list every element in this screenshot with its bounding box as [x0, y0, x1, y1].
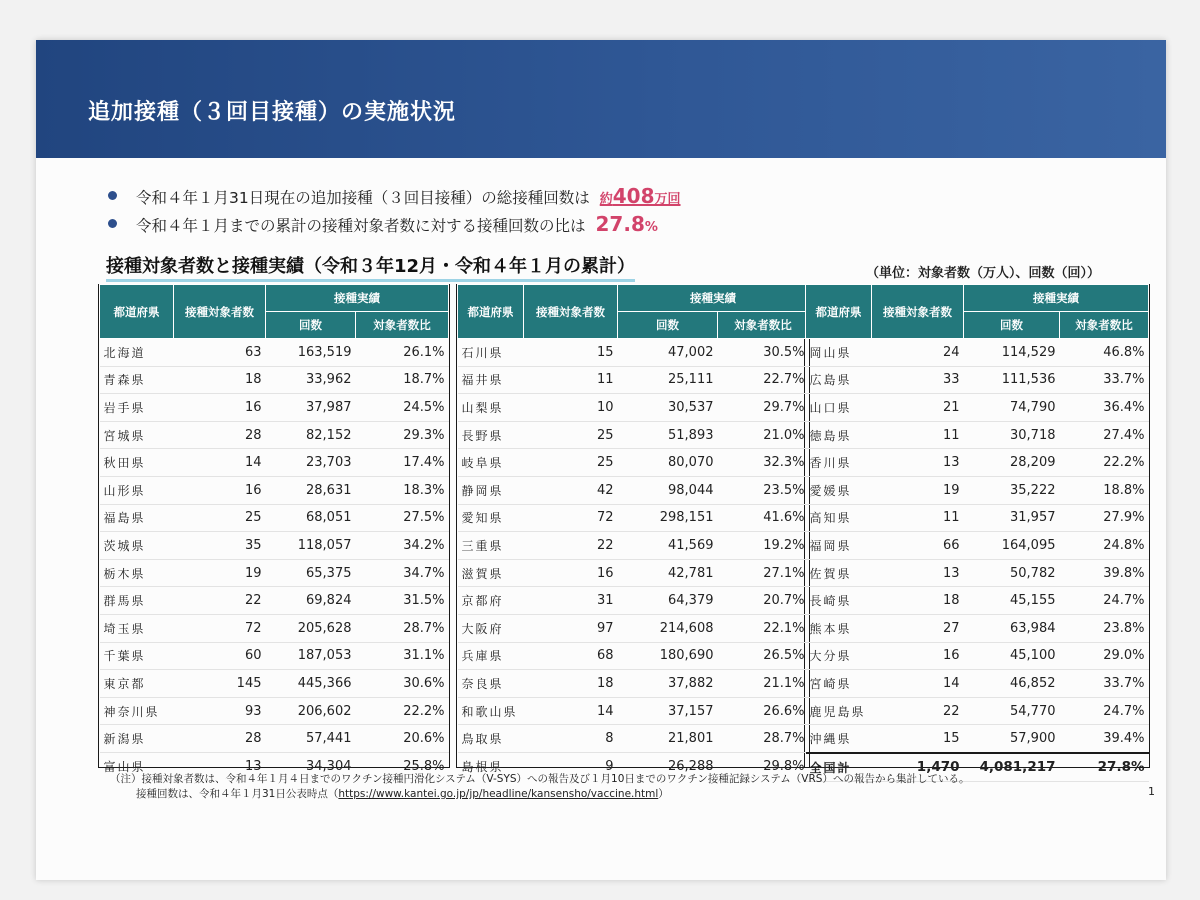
col-header-count: 回数 — [266, 312, 356, 339]
table-row — [458, 504, 809, 532]
footnote-line-2: 接種回数は、令和４年１月31日公表時点（https://www.kantei.go.jp/jp/headline/kansensho/vaccine.html） — [136, 788, 669, 800]
cell-count: 28,631 — [266, 476, 356, 504]
table-row — [806, 725, 1149, 753]
cell-count: 23,703 — [266, 449, 356, 477]
table-row — [806, 670, 1149, 698]
table-row — [100, 642, 449, 670]
cell-ratio: 20.7% — [718, 587, 809, 615]
cell-ratio: 34.2% — [356, 532, 449, 560]
col-header-record: 接種実績 — [266, 285, 449, 312]
cell-target: 16 — [872, 642, 964, 670]
cell-count: 98,044 — [618, 476, 718, 504]
table-row — [100, 587, 449, 615]
vaccination-table-2 — [457, 284, 809, 780]
col-header-record: 接種実績 — [964, 285, 1149, 312]
cell-pref: 栃木県 — [100, 559, 174, 587]
cell-pref: 広島県 — [806, 366, 872, 394]
cell-target: 11 — [872, 504, 964, 532]
cell-count: 54,770 — [964, 697, 1060, 725]
col-header-record: 接種実績 — [618, 285, 809, 312]
cell-count: 31,957 — [964, 504, 1060, 532]
table-row — [458, 725, 809, 753]
cell-count: 69,824 — [266, 587, 356, 615]
cell-target: 66 — [872, 532, 964, 560]
highlight-dose-ratio: 27.8% — [595, 212, 658, 236]
cell-target: 14 — [872, 670, 964, 698]
cell-ratio: 31.1% — [356, 642, 449, 670]
cell-ratio: 28.7% — [356, 614, 449, 642]
cell-ratio: 39.8% — [1060, 559, 1149, 587]
cell-pref: 秋田県 — [100, 449, 174, 477]
cell-pref: 埼玉県 — [100, 614, 174, 642]
cell-ratio: 33.7% — [1060, 670, 1149, 698]
col-header-pref: 都道府県 — [458, 285, 524, 339]
cell-pref: 長崎県 — [806, 587, 872, 615]
cell-ratio: 18.8% — [1060, 476, 1149, 504]
cell-target: 18 — [872, 587, 964, 615]
cell-ratio: 34.7% — [356, 559, 449, 587]
cell-pref: 長野県 — [458, 421, 524, 449]
cell-target: 24 — [872, 339, 964, 367]
cell-ratio: 36.4% — [1060, 394, 1149, 422]
cell-target: 28 — [174, 725, 266, 753]
cell-target: 16 — [174, 394, 266, 422]
cell-pref: 岩手県 — [100, 394, 174, 422]
cell-ratio: 24.7% — [1060, 587, 1149, 615]
cell-count: 25,111 — [618, 366, 718, 394]
cell-pref: 富山県 — [103, 759, 146, 774]
cell-target: 35 — [174, 532, 266, 560]
cell-count: 57,441 — [266, 725, 356, 753]
cell-count: 63,984 — [964, 614, 1060, 642]
vaccination-table-3 — [805, 284, 1149, 782]
cell-pref: 福井県 — [458, 366, 524, 394]
table-row — [458, 587, 809, 615]
cell-target: 15 — [942, 731, 960, 747]
cell-count: 34,304 — [306, 758, 352, 774]
cell-count: 74,790 — [964, 394, 1060, 422]
table-row — [806, 449, 1149, 477]
total-label: 全国計 — [806, 753, 872, 781]
table-row — [100, 614, 449, 642]
cell-count: 26,288 — [668, 758, 714, 774]
col-header-ratio: 対象者数比 — [356, 312, 449, 339]
cell-target: 13 — [872, 559, 964, 587]
cell-pref: 北海道 — [100, 339, 174, 367]
table-row — [458, 559, 809, 587]
col-header-ratio: 対象者数比 — [718, 312, 809, 339]
cell-pref: 山口県 — [806, 394, 872, 422]
cell-pref: 徳島県 — [806, 421, 872, 449]
cell-count: 30,718 — [964, 421, 1060, 449]
total-ratio: 27.8% — [1060, 753, 1149, 781]
cell-ratio: 46.8% — [1060, 339, 1149, 367]
cell-pref: 東京都 — [100, 670, 174, 698]
cell-ratio: 22.7% — [718, 366, 809, 394]
cell-count: 163,519 — [266, 339, 356, 367]
table-row — [100, 449, 449, 477]
cell-count: 45,155 — [964, 587, 1060, 615]
cell-target: 63 — [174, 339, 266, 367]
table-row — [100, 725, 449, 753]
cell-target: 18 — [174, 366, 266, 394]
cell-count: 57,900 — [1010, 731, 1056, 747]
cell-target: 14 — [524, 697, 618, 725]
cell-pref: 大分県 — [806, 642, 872, 670]
table-row — [806, 504, 1149, 532]
cell-target: 68 — [524, 642, 618, 670]
cell-ratio: 23.8% — [1060, 614, 1149, 642]
cell-pref: 沖縄県 — [809, 732, 852, 747]
cell-ratio: 26.5% — [718, 642, 809, 670]
cell-count: 114,529 — [964, 339, 1060, 367]
table-row — [806, 394, 1149, 422]
table-row — [806, 532, 1149, 560]
cell-pref: 神奈川県 — [100, 697, 174, 725]
table-row — [100, 394, 449, 422]
table-row — [806, 476, 1149, 504]
cell-pref: 三重県 — [458, 532, 524, 560]
table-row — [458, 394, 809, 422]
cell-count: 205,628 — [266, 614, 356, 642]
cell-ratio: 39.4% — [1103, 731, 1145, 747]
cell-ratio: 29.8% — [763, 758, 805, 774]
cell-count: 37,157 — [618, 697, 718, 725]
cell-target: 19 — [872, 476, 964, 504]
cell-pref: 鳥取県 — [458, 725, 524, 753]
cell-count: 50,782 — [964, 559, 1060, 587]
cell-count: 206,602 — [266, 697, 356, 725]
cell-pref: 香川県 — [806, 449, 872, 477]
cell-ratio: 17.4% — [356, 449, 449, 477]
bullet-text: 令和４年１月31日現在の追加接種（３回目接種）の総接種回数は — [136, 189, 590, 207]
cell-target: 21 — [872, 394, 964, 422]
cell-count: 180,690 — [618, 642, 718, 670]
cell-pref: 愛媛県 — [806, 476, 872, 504]
cell-pref: 千葉県 — [100, 642, 174, 670]
cell-pref: 島根県 — [461, 759, 504, 774]
cell-pref: 福島県 — [100, 504, 174, 532]
cell-pref: 山梨県 — [458, 394, 524, 422]
cell-count: 65,375 — [266, 559, 356, 587]
cell-ratio: 33.7% — [1060, 366, 1149, 394]
cell-target: 93 — [174, 697, 266, 725]
cell-pref: 山形県 — [100, 476, 174, 504]
table-row — [458, 449, 809, 477]
table-row — [100, 670, 449, 698]
cell-target: 145 — [174, 670, 266, 698]
cell-ratio: 22.2% — [356, 697, 449, 725]
table-row — [458, 532, 809, 560]
cell-ratio: 24.7% — [1060, 697, 1149, 725]
cell-target: 11 — [872, 421, 964, 449]
cell-count: 46,852 — [964, 670, 1060, 698]
cell-ratio: 19.2% — [718, 532, 809, 560]
cell-count: 111,536 — [964, 366, 1060, 394]
table-row — [458, 476, 809, 504]
title-banner — [36, 40, 1166, 158]
bullet-dot-icon — [108, 191, 117, 200]
section-title: 接種対象者数と接種実績（令和３年12月・令和４年１月の累計） — [106, 252, 635, 282]
cell-target: 72 — [174, 614, 266, 642]
cell-pref: 高知県 — [806, 504, 872, 532]
cell-ratio: 23.5% — [718, 476, 809, 504]
cell-count: 51,893 — [618, 421, 718, 449]
cell-count: 21,801 — [618, 725, 718, 753]
cell-target: 60 — [174, 642, 266, 670]
cell-count: 28,209 — [964, 449, 1060, 477]
cell-count: 82,152 — [266, 421, 356, 449]
cell-target: 33 — [872, 366, 964, 394]
cell-pref: 静岡県 — [458, 476, 524, 504]
cell-pref: 石川県 — [458, 339, 524, 367]
table-row — [100, 697, 449, 725]
cell-pref: 岐阜県 — [458, 449, 524, 477]
page-number: 1 — [1148, 785, 1155, 798]
page-title: 追加接種（３回目接種）の実施状況 — [88, 100, 457, 125]
col-header-pref: 都道府県 — [100, 285, 174, 339]
bullet-dose-ratio — [136, 210, 681, 238]
cell-count: 68,051 — [266, 504, 356, 532]
cell-ratio: 27.1% — [718, 559, 809, 587]
cell-ratio: 27.5% — [356, 504, 449, 532]
cell-pref: 群馬県 — [100, 587, 174, 615]
cell-pref: 京都府 — [458, 587, 524, 615]
table-row — [100, 476, 449, 504]
table-row — [458, 614, 809, 642]
cell-pref: 佐賀県 — [806, 559, 872, 587]
cell-count: 35,222 — [964, 476, 1060, 504]
cell-target: 22 — [872, 697, 964, 725]
cell-ratio: 21.0% — [718, 421, 809, 449]
cell-target: 16 — [524, 559, 618, 587]
cell-target: 18 — [524, 670, 618, 698]
cell-pref: 青森県 — [100, 366, 174, 394]
cell-pref: 新潟県 — [100, 725, 174, 753]
cell-count: 30,537 — [618, 394, 718, 422]
cell-ratio: 27.9% — [1060, 504, 1149, 532]
cell-target: 42 — [524, 476, 618, 504]
bullet-total-doses — [136, 182, 681, 210]
col-header-count: 回数 — [964, 312, 1060, 339]
cell-count: 42,781 — [618, 559, 718, 587]
cell-pref: 宮城県 — [100, 421, 174, 449]
summary-bullets — [136, 182, 681, 238]
cell-pref: 和歌山県 — [458, 697, 524, 725]
cell-target: 72 — [524, 504, 618, 532]
cell-ratio: 22.2% — [1060, 449, 1149, 477]
table-row — [100, 532, 449, 560]
cell-ratio: 32.3% — [718, 449, 809, 477]
cell-count: 118,057 — [266, 532, 356, 560]
cell-ratio: 25.8% — [403, 758, 445, 774]
col-header-target: 接種対象者数 — [872, 285, 964, 339]
cell-target: 31 — [524, 587, 618, 615]
bullet-text: 令和４年１月までの累計の接種対象者数に対する接種回数の比は — [136, 217, 586, 235]
col-header-count: 回数 — [618, 312, 718, 339]
cell-ratio: 26.1% — [356, 339, 449, 367]
cell-target: 16 — [174, 476, 266, 504]
total-target: 1,470 — [872, 753, 964, 781]
cell-target: 8 — [524, 725, 618, 753]
table-row — [806, 421, 1149, 449]
cell-ratio: 18.3% — [356, 476, 449, 504]
cell-ratio: 28.7% — [718, 725, 809, 753]
cell-count: 47,002 — [618, 339, 718, 367]
cell-ratio: 24.5% — [356, 394, 449, 422]
cell-target: 19 — [174, 559, 266, 587]
col-header-target: 接種対象者数 — [524, 285, 618, 339]
table-row — [458, 366, 809, 394]
cell-count: 37,882 — [618, 670, 718, 698]
cell-pref: 熊本県 — [806, 614, 872, 642]
table-row — [806, 587, 1149, 615]
cell-count: 298,151 — [618, 504, 718, 532]
footnote-line-1: （注）接種対象者数は、令和４年１月４日までのワクチン接種円滑化システム（V-SYS）への報告及び１月10日までのワクチン接種記録システム（VRS）への報告から集計している。 — [110, 773, 970, 785]
cell-count: 164,095 — [964, 532, 1060, 560]
table-row — [806, 697, 1149, 725]
table-row — [458, 421, 809, 449]
cell-ratio: 29.3% — [356, 421, 449, 449]
vaccination-table-1 — [99, 284, 449, 780]
col-header-pref: 都道府県 — [806, 285, 872, 339]
table-row — [100, 366, 449, 394]
col-header-target: 接種対象者数 — [174, 285, 266, 339]
cell-ratio: 26.6% — [718, 697, 809, 725]
cell-pref: 福岡県 — [806, 532, 872, 560]
cell-pref: 大阪府 — [458, 614, 524, 642]
cell-ratio: 27.4% — [1060, 421, 1149, 449]
cell-ratio: 30.6% — [356, 670, 449, 698]
table-row — [806, 366, 1149, 394]
cell-count: 33,962 — [266, 366, 356, 394]
cell-target: 11 — [524, 366, 618, 394]
cell-target: 13 — [244, 758, 262, 774]
cell-pref: 茨城県 — [100, 532, 174, 560]
table-row — [100, 504, 449, 532]
cell-ratio: 22.1% — [718, 614, 809, 642]
cell-target: 25 — [174, 504, 266, 532]
cell-target: 97 — [524, 614, 618, 642]
cell-target: 22 — [174, 587, 266, 615]
cell-pref: 宮崎県 — [806, 670, 872, 698]
cell-ratio: 30.5% — [718, 339, 809, 367]
cell-ratio: 29.0% — [1060, 642, 1149, 670]
cell-ratio: 41.6% — [718, 504, 809, 532]
cell-target: 14 — [174, 449, 266, 477]
table-row — [806, 339, 1149, 367]
table-row — [458, 670, 809, 698]
total-count: 4,081,217 — [964, 753, 1060, 781]
cell-pref: 奈良県 — [458, 670, 524, 698]
table-row — [806, 614, 1149, 642]
cell-target: 13 — [872, 449, 964, 477]
cell-count: 41,569 — [618, 532, 718, 560]
table-row — [806, 642, 1149, 670]
source-link[interactable]: https://www.kantei.go.jp/jp/headline/kansensho/vaccine.html — [338, 788, 659, 800]
cell-pref: 滋賀県 — [458, 559, 524, 587]
cell-pref: 兵庫県 — [458, 642, 524, 670]
cell-target: 10 — [524, 394, 618, 422]
table-row — [100, 421, 449, 449]
cell-target: 25 — [524, 449, 618, 477]
cell-target: 9 — [605, 758, 614, 774]
cell-count: 214,608 — [618, 614, 718, 642]
table-row — [100, 559, 449, 587]
table-row — [100, 339, 449, 367]
highlight-total-doses: 約408万回 — [599, 184, 681, 208]
cell-target: 22 — [524, 532, 618, 560]
unit-note: （単位：対象者数（万人）、回数（回）） — [866, 266, 1101, 281]
cell-target: 25 — [524, 421, 618, 449]
cell-count: 64,379 — [618, 587, 718, 615]
cell-pref: 愛知県 — [458, 504, 524, 532]
cell-target: 15 — [524, 339, 618, 367]
cell-count: 80,070 — [618, 449, 718, 477]
document-page — [36, 40, 1166, 880]
table-row — [458, 697, 809, 725]
cell-ratio: 20.6% — [356, 725, 449, 753]
cell-ratio: 21.1% — [718, 670, 809, 698]
cell-pref: 岡山県 — [806, 339, 872, 367]
footnote — [110, 772, 969, 802]
cell-count: 187,053 — [266, 642, 356, 670]
cell-count: 45,100 — [964, 642, 1060, 670]
cell-ratio: 24.8% — [1060, 532, 1149, 560]
bullet-dot-icon — [108, 219, 117, 228]
cell-ratio: 31.5% — [356, 587, 449, 615]
cell-count: 445,366 — [266, 670, 356, 698]
cell-pref: 鹿児島県 — [806, 697, 872, 725]
col-header-ratio: 対象者数比 — [1060, 312, 1149, 339]
cell-target: 28 — [174, 421, 266, 449]
table-row — [458, 642, 809, 670]
table-row — [458, 339, 809, 367]
cell-count: 37,987 — [266, 394, 356, 422]
cell-ratio: 18.7% — [356, 366, 449, 394]
table-row — [806, 559, 1149, 587]
cell-ratio: 29.7% — [718, 394, 809, 422]
cell-target: 27 — [872, 614, 964, 642]
